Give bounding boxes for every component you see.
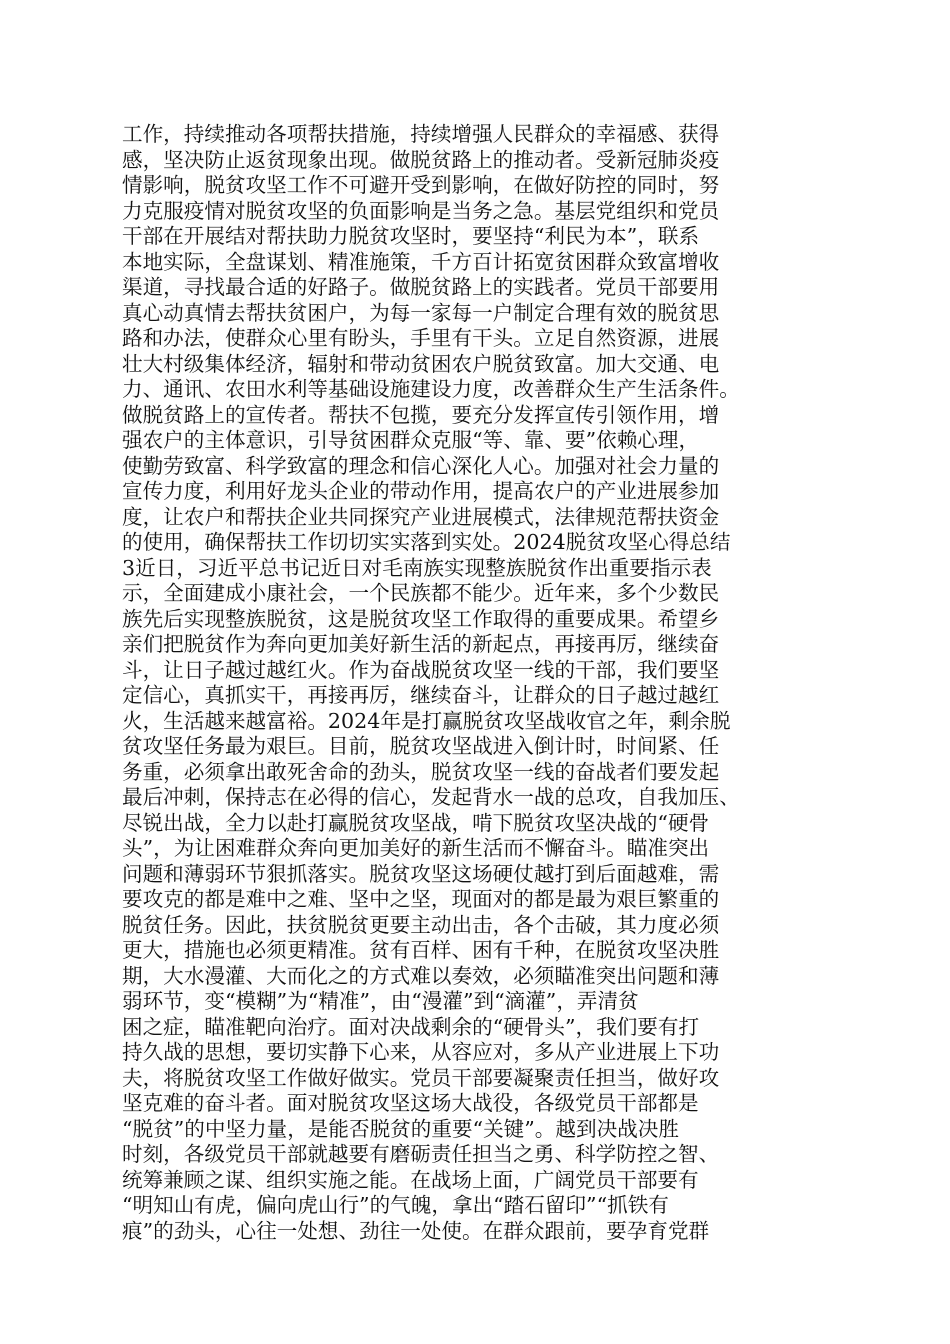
text-line-23: 定信心，真抓实干，再接再厉，继续奋斗，让群众的日子越过越红 xyxy=(122,683,720,707)
text-line-6: 本地实际，全盘谋划、精准施策，千方百计拓宽贫困群众致富增收 xyxy=(122,249,720,274)
text-line-2: 感，坚决防止返贫现象出现。做脱贫路上的推动者。受新冠肺炎疫 xyxy=(122,147,720,172)
text-line-40: “脱贫”的中坚力量，是能否脱贫的重要“关键”。越到决战决胜 xyxy=(122,1116,679,1141)
text-line-3: 情影响，脱贫攻坚工作不可避开受到影响，在做好防控的同时，努 xyxy=(122,173,720,197)
text-line-12: 做脱贫路上的宣传者。帮扶不包揽，要充分发挥宣传引领作用，增 xyxy=(122,402,720,427)
text-line-7: 渠道，寻找最合适的好路子。做脱贫路上的实践者。党员干部要用 xyxy=(122,275,720,299)
text-line-9: 路和办法，使群众心里有盼头，手里有干头。立足自然资源，进展 xyxy=(122,326,720,350)
text-line-26: 务重，必须拿出敢死舍命的劲头，脱贫攻坚一线的奋战者们要发起 xyxy=(122,759,720,784)
text-line-39: 坚克难的奋斗者。面对脱贫攻坚这场大战役，各级党员干部都是 xyxy=(122,1091,699,1115)
text-line-37: 持久战的思想，要切实静下心来，从容应对，多从产业进展上下功 xyxy=(122,1040,720,1064)
text-line-18: 3近日，习近平总书记近日对毛南族实现整族脱贫作出重要指示表 xyxy=(122,555,712,580)
body-text xyxy=(122,122,842,1244)
text-line-15: 宣传力度，利用好龙头企业的带动作用，提高农户的产业进展参加 xyxy=(122,479,720,503)
text-line-30: 问题和薄弱环节狠抓落实。脱贫攻坚这场硬仗越打到后面越难，需 xyxy=(122,861,720,886)
text-line-10: 壮大村级集体经济，辐射和带动贫困农户脱贫致富。加大交通、电 xyxy=(122,351,720,376)
text-line-34: 期，大水漫灌、大而化之的方式难以奏效，必须瞄准突出问题和薄 xyxy=(122,963,720,988)
text-line-25: 贫攻坚任务最为艰巨。目前，脱贫攻坚战进入倒计时，时间紧、任 xyxy=(122,734,720,758)
text-line-21: 亲们把脱贫作为奔向更加美好新生活的新起点，再接再厉，继续奋 xyxy=(122,632,720,656)
text-line-31: 要攻克的都是难中之难、坚中之坚，现面对的都是最为艰巨繁重的 xyxy=(122,887,720,911)
text-line-16: 度，让农户和帮扶企业共同探究产业进展模式，法律规范帮扶资金 xyxy=(122,504,720,529)
text-line-44: 痕”的劲头，心往一处想、劲往一处使。在群众跟前，要孕育党群 xyxy=(122,1218,710,1243)
text-line-36: 困之症，瞄准靶向治疗。面对决战剩余的“硬骨头”，我们要有打 xyxy=(122,1014,700,1039)
text-line-8: 真心动真情去帮扶贫困户，为每一家每一户制定合理有效的脱贫思 xyxy=(122,300,720,325)
text-line-41: 时刻，各级党员干部就越要有磨砺责任担当之勇、科学防控之智、 xyxy=(122,1142,720,1166)
text-line-27: 最后冲刺，保持志在必得的信心，发起背水一战的总攻，自我加压、 xyxy=(122,785,740,809)
text-line-43: “明知山有虎，偏向虎山行”的气魄，拿出“踏石留印”“抓铁有 xyxy=(122,1193,669,1217)
text-line-5: 干部在开展结对帮扶助力脱贫攻坚时，要坚持“利民为本”，联系 xyxy=(122,224,700,248)
text-line-32: 脱贫任务。因此，扶贫脱贫更要主动出击，各个击破，其力度必须 xyxy=(122,912,720,937)
text-line-11: 力、通讯、农田水利等基础设施建设力度，改善群众生产生活条件。 xyxy=(122,377,740,401)
text-line-35: 弱环节，变“模糊”为“精准”，由“漫灌”到“滴灌”，弄清贫 xyxy=(122,989,639,1013)
text-line-42: 统筹兼顾之谋、组织实施之能。在战场上面，广阔党员干部要有 xyxy=(122,1167,699,1192)
text-line-14: 使勤劳致富、科学致富的理念和信心深化人心。加强对社会力量的 xyxy=(122,453,720,478)
text-line-38: 夫，将脱贫攻坚工作做好做实。党员干部要凝聚责任担当，做好攻 xyxy=(122,1065,720,1090)
text-line-1: 工作，持续推动各项帮扶措施，持续增强人民群众的幸福感、获得 xyxy=(122,122,720,146)
text-line-4: 力克服疫情对脱贫攻坚的负面影响是当务之急。基层党组织和党员 xyxy=(122,198,720,223)
text-line-33: 更大，措施也必须更精准。贫有百样、困有千种，在脱贫攻坚决胜 xyxy=(122,938,720,962)
text-line-19: 示，全面建成小康社会，一个民族都不能少。近年来，多个少数民 xyxy=(122,581,720,605)
text-line-24: 火，生活越来越富裕。2024年是打赢脱贫攻坚战收官之年，剩余脱 xyxy=(122,708,731,733)
text-line-13: 强农户的主体意识，引导贫困群众克服“等、靠、要”依赖心理， xyxy=(122,428,700,452)
text-line-20: 族先后实现整族脱贫，这是脱贫攻坚工作取得的重要成果。希望乡 xyxy=(122,606,720,631)
text-line-22: 斗，让日子越过越红火。作为奋战脱贫攻坚一线的干部，我们要坚 xyxy=(122,657,720,682)
text-line-17: 的使用，确保帮扶工作切切实实落到实处。2024脱贫攻坚心得总结 xyxy=(122,530,731,554)
text-line-28: 尽锐出战，全力以赴打赢脱贫攻坚战，啃下脱贫攻坚决战的“硬骨 xyxy=(122,810,710,835)
text-line-29: 头”，为让困难群众奔向更加美好的新生活而不懈奋斗。瞄准突出 xyxy=(122,836,710,860)
